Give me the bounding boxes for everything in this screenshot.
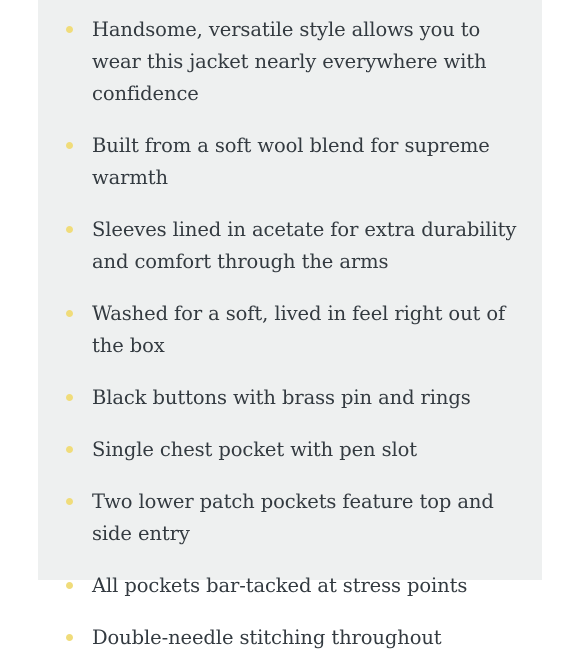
list-item <box>38 622 542 654</box>
bullet-dot-icon <box>66 226 73 233</box>
list-item <box>38 214 542 278</box>
list-item-text: Two lower patch pockets feature top and side entry <box>92 490 494 545</box>
list-item-text: All pockets bar-tacked at stress points <box>92 574 468 597</box>
list-item <box>38 570 542 602</box>
list-item-text: Sleeves lined in acetate for extra durability and comfort through the arms <box>92 218 517 273</box>
list-item <box>38 298 542 362</box>
list-item-text: Black buttons with brass pin and rings <box>92 386 471 409</box>
list-item-text: Handsome, versatile style allows you to wear this jacket nearly everywhere with confidence <box>92 18 487 105</box>
bullet-dot-icon <box>66 582 73 589</box>
list-item-text: Single chest pocket with pen slot <box>92 438 418 461</box>
bullet-dot-icon <box>66 394 73 401</box>
bullet-dot-icon <box>66 498 73 505</box>
feature-list <box>38 0 542 654</box>
list-item-text: Washed for a soft, lived in feel right out of the box <box>92 302 506 357</box>
list-item-text: Double-needle stitching throughout <box>92 626 442 649</box>
bullet-dot-icon <box>66 634 73 641</box>
list-item <box>38 434 542 466</box>
list-item <box>38 486 542 550</box>
bullet-dot-icon <box>66 446 73 453</box>
bullet-dot-icon <box>66 310 73 317</box>
feature-panel <box>38 0 542 649</box>
bullet-dot-icon <box>66 26 73 33</box>
list-item <box>38 130 542 194</box>
list-item-text: Built from a soft wool blend for supreme warmth <box>92 134 490 189</box>
bullet-dot-icon <box>66 142 73 149</box>
list-item <box>38 382 542 414</box>
list-item <box>38 14 542 110</box>
